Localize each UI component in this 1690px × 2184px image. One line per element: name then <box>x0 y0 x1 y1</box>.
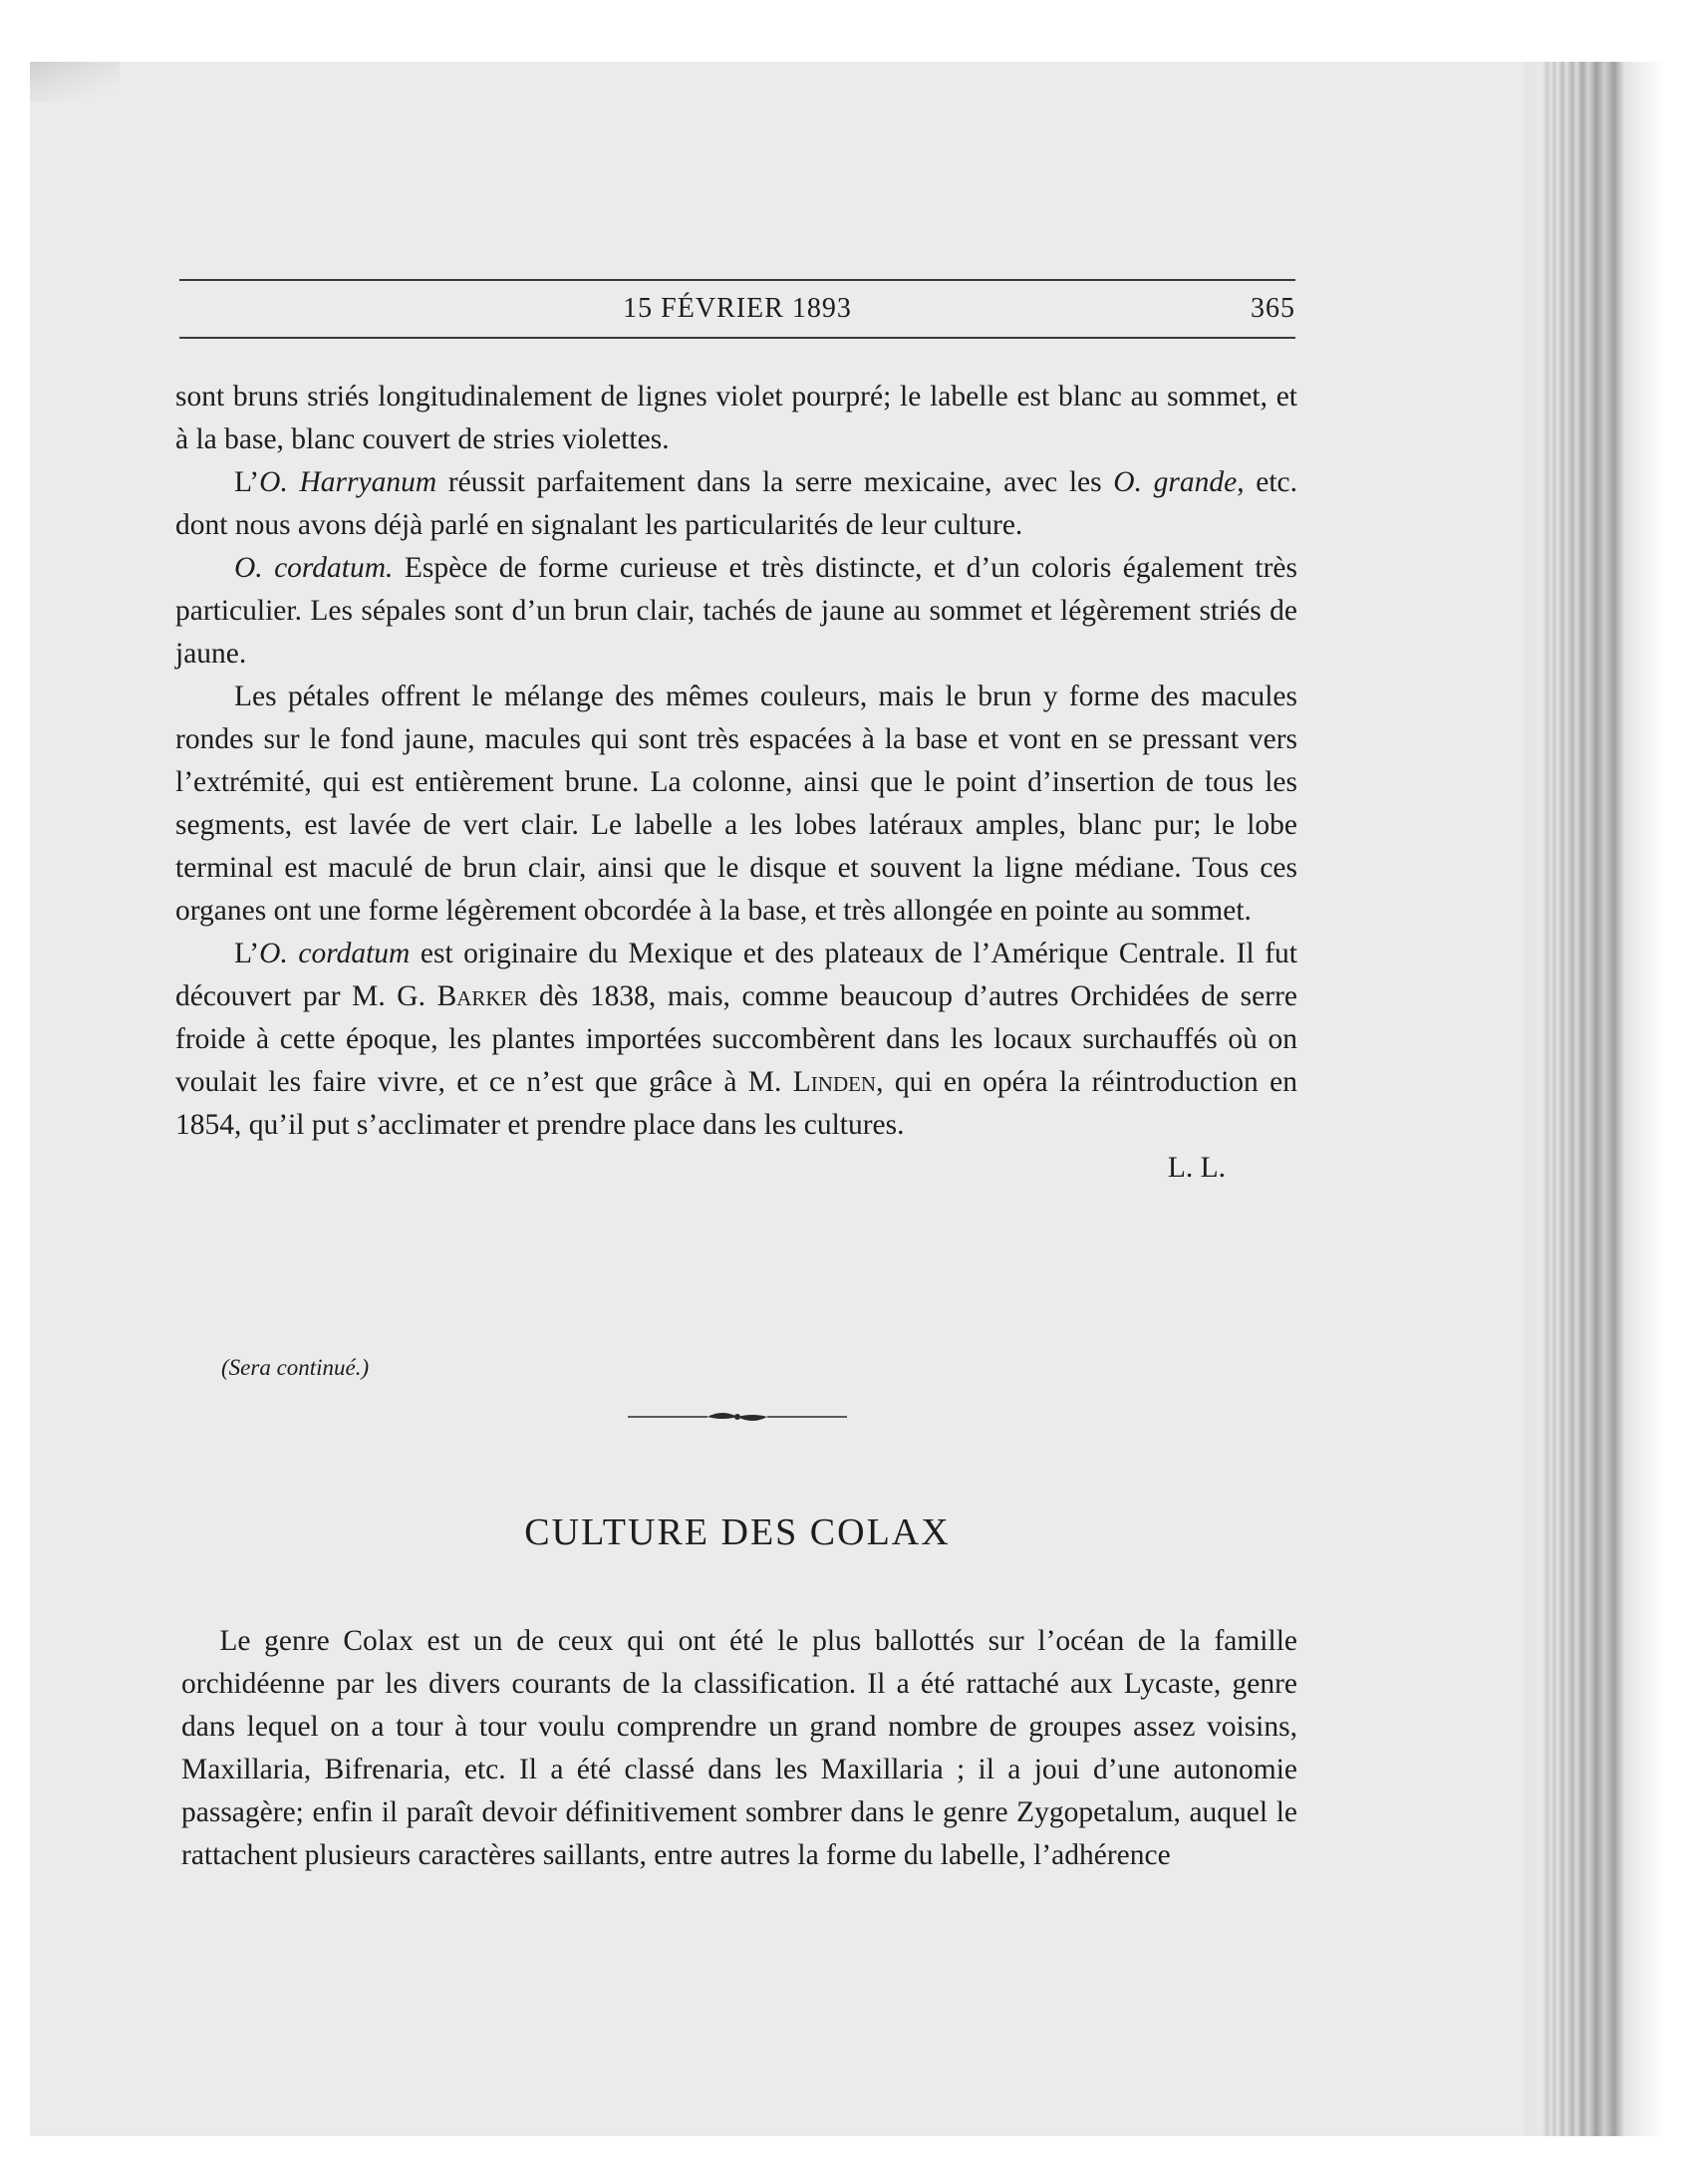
paragraph: O. cordatum. Espèce de forme curieuse et très distincte, et d’un coloris également très particulier. Les sépales sont d’un brun clair, tachés de jaune au sommet et légèrement striés de jaune. <box>175 552 1297 670</box>
section-divider-ornament <box>628 1405 847 1429</box>
header-bottom-rule <box>179 337 1295 339</box>
header-date: 15 FÉVRIER 1893 <box>623 293 852 324</box>
section-title: CULTURE DES COLAX <box>524 1511 951 1553</box>
paragraph: Le genre Colax est un de ceux qui ont été le plus ballottés sur l’océan de la famille orchidéenne par les divers courants de la classification. Il a été rattaché aux Lycaste, genre dans lequel on a tour à tour voulu comprendre un grand nombre de groupes assez voisins, Maxillaria, Bifrenaria, etc. Il a été classé dans les Maxillaria ; il a joui d’une autonomie passagère; enfin il paraît devoir définitivement sombrer dans le genre Zygopetalum, auquel le rattachent plusieurs caractères saillants, entre autres la forme du labelle, l’adhérence <box>181 1625 1297 1871</box>
continued-note: (Sera continué.) <box>221 1355 370 1380</box>
section-body <box>181 1620 1297 1877</box>
paragraph: L’O. Harryanum réussit parfaitement dans la serre mexicaine, avec les O. grande, etc. dont nous avons déjà parlé en signalant les particularités de leur culture. <box>175 466 1297 541</box>
article-body <box>175 376 1298 1184</box>
person-name: Barker <box>436 980 528 1012</box>
person-name: Linden <box>792 1066 877 1098</box>
book-page-edges <box>1525 62 1664 2136</box>
species-name: O. cordatum. <box>234 552 394 584</box>
running-header <box>179 287 1295 333</box>
page-number: 365 <box>1251 293 1295 324</box>
species-name: O. grande <box>1113 466 1238 498</box>
species-name: O. Harryanum <box>259 466 437 498</box>
header-top-rule <box>179 279 1295 281</box>
paragraph: Les pétales offrent le mélange des mêmes couleurs, mais le brun y forme des macules rondes sur le fond jaune, macules qui sont très espacées à la base et vont en se pressant vers l’extrémité, qui est entièrement brune. La colonne, ainsi que le point d’insertion de tous les segments, est lavée de vert clair. Le labelle a les lobes latéraux amples, blanc pur; le lobe terminal est maculé de brun clair, ainsi que le disque et souvent la ligne médiane. Tous ces organes ont une forme légèrement obcordée à la base, et très allongée en pointe au sommet. <box>175 681 1297 927</box>
paragraph: sont bruns striés longitudinalement de lignes violet pourpré; le labelle est blanc au sommet, et à la base, blanc couvert de stries violettes. <box>175 381 1297 455</box>
species-name: O. cordatum <box>259 938 411 969</box>
paragraph: L’O. cordatum est originaire du Mexique et des plateaux de l’Amérique Centrale. Il fut découvert par M. G. Barker dès 1838, mais, comme beaucoup d’autres Orchidées de serre froide à cette époque, les plantes importées succombèrent dans les locaux surchauffés où on voulait les faire vivre, et ce n’est que grâce à M. Linden, qui en opéra la réintroduction en 1854, qu’il put s’acclimater et prendre place dans les cultures. <box>175 938 1298 1141</box>
author-signature: L. L. <box>1167 1152 1226 1184</box>
page-corner-shadow <box>30 62 120 102</box>
